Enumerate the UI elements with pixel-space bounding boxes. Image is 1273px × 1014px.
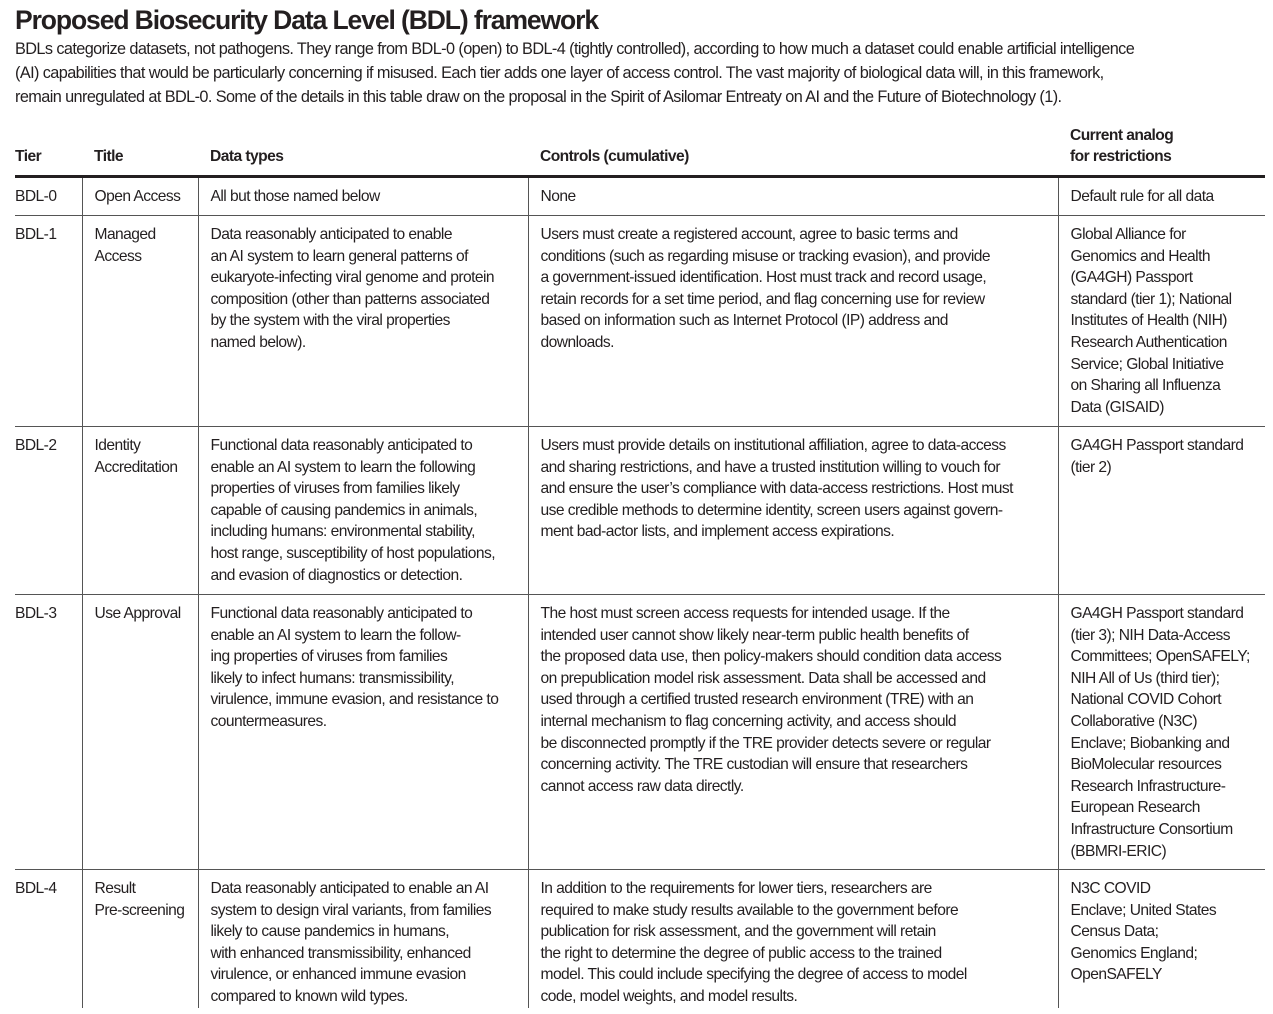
tier-cell: BDL-2 xyxy=(15,427,82,595)
controls-cell: None xyxy=(528,177,1058,216)
title-cell: Result Pre-screening xyxy=(82,870,198,1008)
table-header-row xyxy=(15,118,1265,177)
controls-cell: Users must create a registered account, agree to basic terms and conditions (such as regarding misuse or tracking evasion), and provide a government-issued identification. Host must track and record usage, retain records for a set time period, and flag concerning use for review based on information such as Internet Protocol (IP) address and downloads. xyxy=(528,216,1058,427)
header-analog: Current analog for restrictions xyxy=(1058,118,1265,177)
data-types-cell: Data reasonably anticipated to enable an AI system to learn general patterns of eukaryote-infecting viral genome and protein composition (other than patterns associated by the system with the viral properties named below). xyxy=(198,216,528,427)
analog-cell: GA4GH Passport standard (tier 2) xyxy=(1058,427,1265,595)
analog-cell: N3C COVID Enclave; United States Census Data; Genomics England; OpenSAFELY xyxy=(1058,870,1265,1008)
data-types-cell: Data reasonably anticipated to enable an AI system to design viral variants, from families likely to cause pandemics in humans, with enhanced transmissibility, enhanced virulence, or enhanced immune evasion compared to known wild types. xyxy=(198,870,528,1008)
table-row xyxy=(15,216,1265,427)
controls-cell: In addition to the requirements for lower tiers, researchers are required to make study results available to the government before publication for risk assessment, and the government will retain the right to determine the degree of public access to the trained model. This could include specifying the degree of access to model code, model weights, and model results. xyxy=(528,870,1058,1008)
tier-cell: BDL-1 xyxy=(15,216,82,427)
data-types-cell: Functional data reasonably anticipated to enable an AI system to learn the follow- ing properties of viruses from families likely to infect humans: transmissibility, virulence, immune evasion, and resistance to countermeasures. xyxy=(198,595,528,870)
controls-cell: The host must screen access requests for intended usage. If the intended user cannot show likely near-term public health benefits of the proposed data use, then policy-makers should condition data access on prepublication model risk assessment. Data shall be accessed and used through a certified trusted research environment (TRE) with an internal mechanism to flag concerning activity, and access should be disconnected promptly if the TRE provider detects severe or regular concerning activity. The TRE custodian will ensure that researchers cannot access raw data directly. xyxy=(528,595,1058,870)
table-row xyxy=(15,177,1265,216)
bdl-table xyxy=(15,118,1265,1008)
data-types-cell: All but those named below xyxy=(198,177,528,216)
title-cell: Identity Accreditation xyxy=(82,427,198,595)
table-row xyxy=(15,870,1265,1008)
header-tier: Tier xyxy=(15,118,82,177)
analog-cell: Default rule for all data xyxy=(1058,177,1265,216)
title-cell: Open Access xyxy=(82,177,198,216)
controls-cell: Users must provide details on institutional affiliation, agree to data-access and sharing restrictions, and have a trusted institution willing to vouch for and ensure the user’s compliance with data-access restrictions. Host must use credible methods to determine identity, screen users against govern- ment bad-actor lists, and implement access expirations. xyxy=(528,427,1058,595)
analog-cell: Global Alliance for Genomics and Health (GA4GH) Passport standard (tier 1); National Institutes of Health (NIH) Research Authentication Service; Global Initiative on Sharing all Influenza Data (GISAID) xyxy=(1058,216,1265,427)
analog-cell: GA4GH Passport standard (tier 3); NIH Data-Access Committees; OpenSAFELY; NIH All of Us (third tier); National COVID Cohort Collaborative (N3C) Enclave; Biobanking and BioMolecular resources Research Infrastructure- European Research Infrastructure Consortium (BBMRI-ERIC) xyxy=(1058,595,1265,870)
table-row xyxy=(15,427,1265,595)
title-cell: Managed Access xyxy=(82,216,198,427)
page-title: Proposed Biosecurity Data Level (BDL) framework xyxy=(15,5,598,35)
header-title: Title xyxy=(82,118,198,177)
tier-cell: BDL-3 xyxy=(15,595,82,870)
header-data-types: Data types xyxy=(198,118,528,177)
intro-paragraph: BDLs categorize datasets, not pathogens. They range from BDL-0 (open) to BDL-4 (tightly controlled), according to how much a dataset could enable artificial intelligence (AI) capabilities that would be particularly concerning if misused. Each tier adds one layer of access control. The vast majority of biological data will, in this framework, remain unregulated at BDL-0. Some of the details in this table draw on the proposal in the Spirit of Asilomar Entreaty on AI and the Future of Biotechnology (1). xyxy=(15,40,1135,106)
header-controls: Controls (cumulative) xyxy=(528,118,1058,177)
title-cell: Use Approval xyxy=(82,595,198,870)
table-row xyxy=(15,595,1265,870)
tier-cell: BDL-4 xyxy=(15,870,82,1008)
tier-cell: BDL-0 xyxy=(15,188,57,205)
data-types-cell: Functional data reasonably anticipated to enable an AI system to learn the following properties of viruses from families likely capable of causing pandemics in animals, including humans: environmental stability, host range, susceptibility of host populations, and evasion of diagnostics or detection. xyxy=(198,427,528,595)
